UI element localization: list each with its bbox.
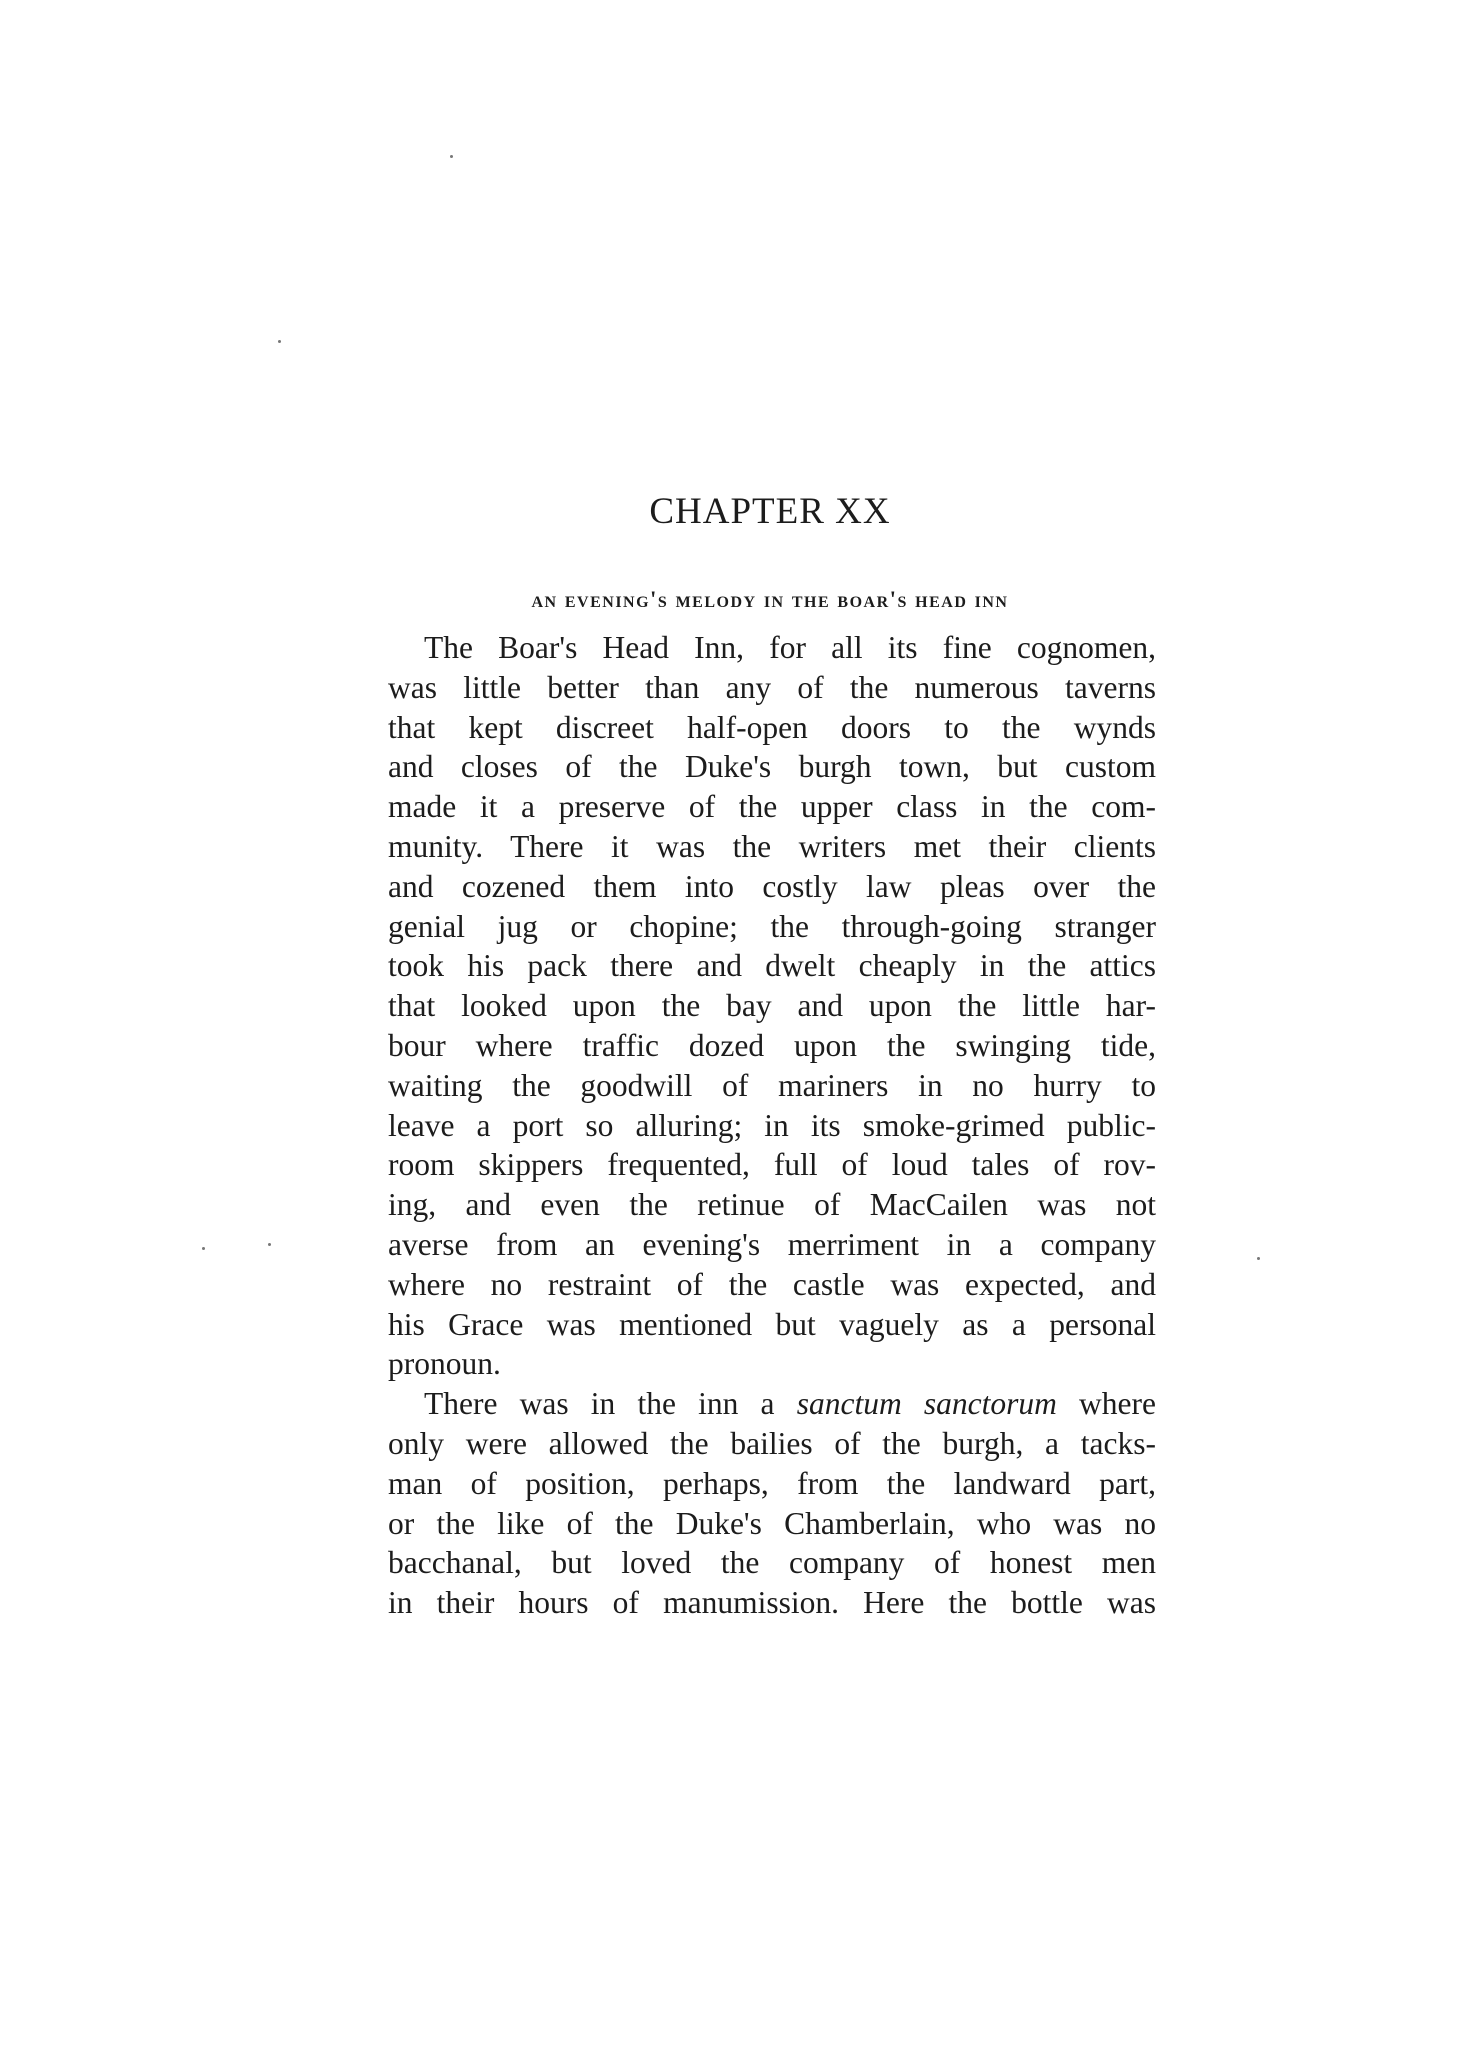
text-line: that kept discreet half-open doors to the wynds [388, 709, 1156, 745]
text-line: where no restraint of the castle was expected, and [388, 1266, 1156, 1302]
text-line: only were allowed the bailies of the burgh, a tacks- [388, 1425, 1156, 1461]
scan-speck [450, 155, 453, 158]
scan-speck [268, 1243, 271, 1246]
text-line: munity. There it was the writers met their clients [388, 828, 1156, 864]
paragraph-2 [388, 1384, 1156, 1623]
text-line: and closes of the Duke's burgh town, but custom [388, 749, 1156, 785]
text-line: made it a preserve of the upper class in the com- [388, 789, 1156, 825]
text-line: genial jug or chopine; the through-going stranger [388, 908, 1156, 944]
text-line: ing, and even the retinue of MacCailen was not [388, 1187, 1156, 1223]
text-line: pronoun. [388, 1346, 501, 1382]
text-line: leave a port so alluring; in its smoke-grimed public- [388, 1107, 1156, 1143]
body-text [388, 628, 1156, 1623]
text-line: bacchanal, but loved the company of honest men [388, 1545, 1156, 1581]
text-run: There was in the inn a [424, 1386, 797, 1422]
text-line: bour where traffic dozed upon the swinging tide, [388, 1027, 1156, 1063]
text-line: room skippers frequented, full of loud tales of rov- [388, 1147, 1156, 1183]
text-line: was little better than any of the numerous taverns [388, 669, 1156, 705]
latin-phrase: sanctum sanctorum [796, 1386, 1057, 1422]
chapter-subtitle: an evening's melody in the boar's head inn [531, 587, 1009, 612]
scan-speck [202, 1247, 205, 1250]
chapter-title: CHAPTER XX [649, 491, 891, 532]
text-line: and cozened them into costly law pleas over the [388, 868, 1156, 904]
text-line: waiting the goodwill of mariners in no hurry to [388, 1067, 1156, 1103]
text-line: The Boar's Head Inn, for all its fine cognomen, [424, 630, 1156, 665]
text-line: that looked upon the bay and upon the little har- [388, 988, 1156, 1024]
scan-speck [278, 340, 281, 343]
text-line: took his pack there and dwelt cheaply in the attics [388, 948, 1156, 984]
text-line: in their hours of manumission. Here the bottle was [388, 1585, 1156, 1621]
text-line: averse from an evening's merriment in a company [388, 1226, 1156, 1262]
paragraph-1 [388, 628, 1156, 1384]
text-line: his Grace was mentioned but vaguely as a personal [388, 1306, 1156, 1342]
text-line: man of position, perhaps, from the landward part, [388, 1465, 1156, 1501]
text-line [388, 1384, 1156, 1424]
scan-speck [1257, 1257, 1260, 1260]
text-line: or the like of the Duke's Chamberlain, who was no [388, 1505, 1156, 1541]
text-run: where [1056, 1386, 1156, 1422]
